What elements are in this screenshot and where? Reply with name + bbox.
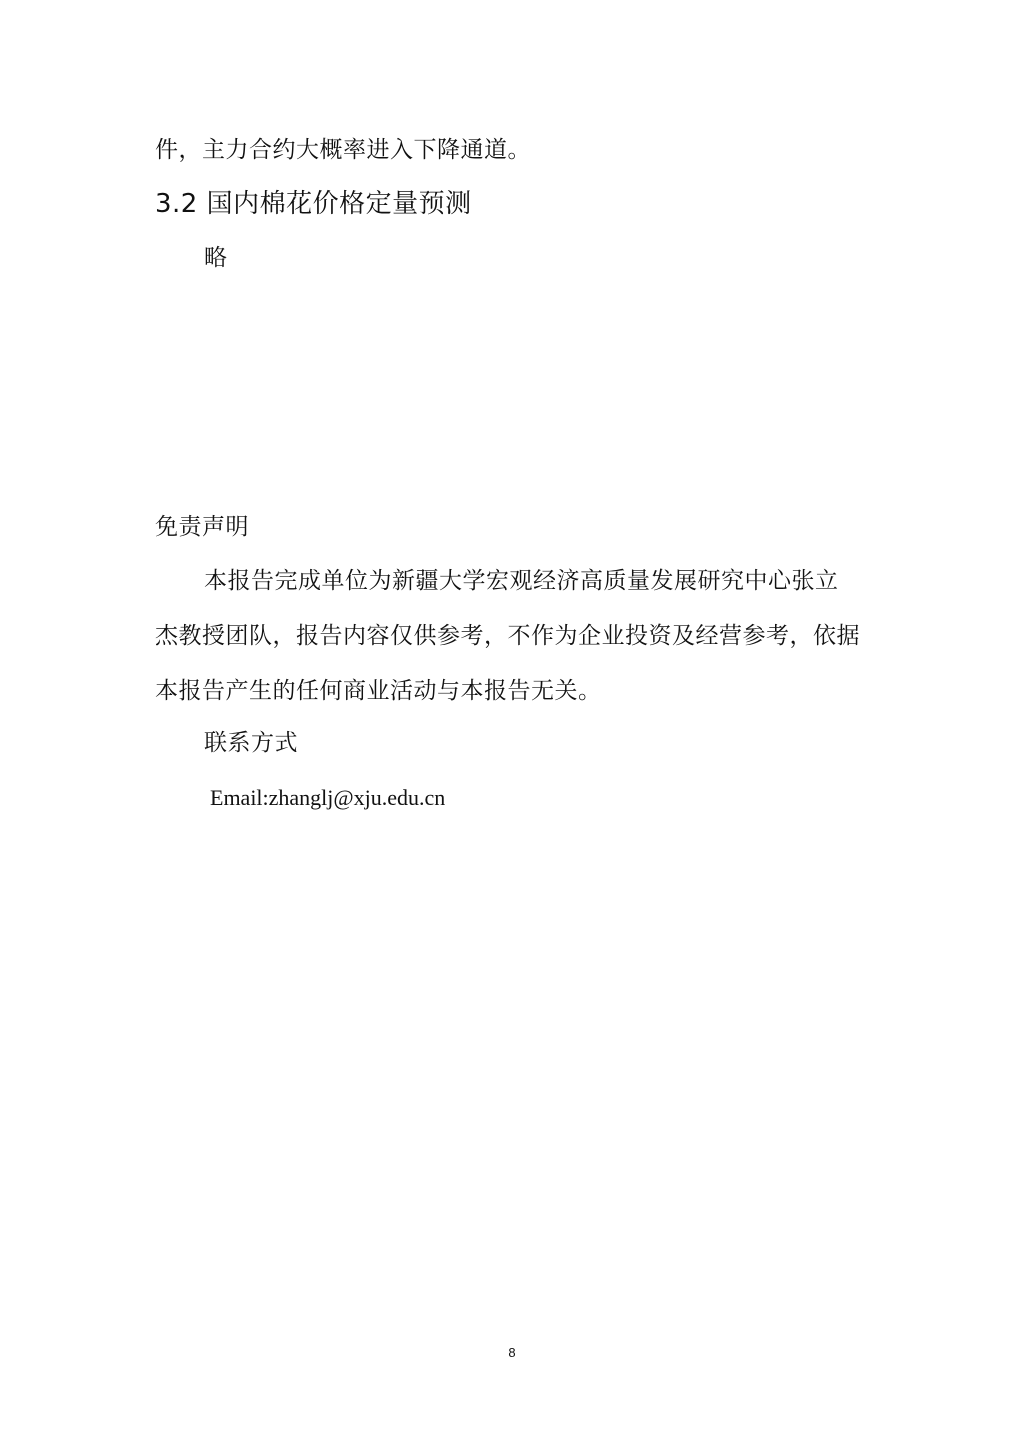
contact-email: Email:zhanglj@xju.edu.cn <box>210 785 446 810</box>
continuation-paragraph: 件，主力合约大概率进入下降通道。 <box>155 137 531 163</box>
contact-title: 联系方式 <box>204 730 298 756</box>
section-body: 略 <box>204 245 228 271</box>
page-number: 8 <box>508 1345 516 1360</box>
disclaimer-line: 本报告产生的任何商业活动与本报告无关。 <box>155 678 602 704</box>
disclaimer-line: 本报告完成单位为新疆大学宏观经济高质量发展研究中心张立 <box>204 568 839 594</box>
section-heading: 3.2 国内棉花价格定量预测 <box>155 189 472 219</box>
disclaimer-title: 免责声明 <box>155 514 249 540</box>
disclaimer-line: 杰教授团队，报告内容仅供参考，不作为企业投资及经营参考，依据 <box>155 623 860 649</box>
